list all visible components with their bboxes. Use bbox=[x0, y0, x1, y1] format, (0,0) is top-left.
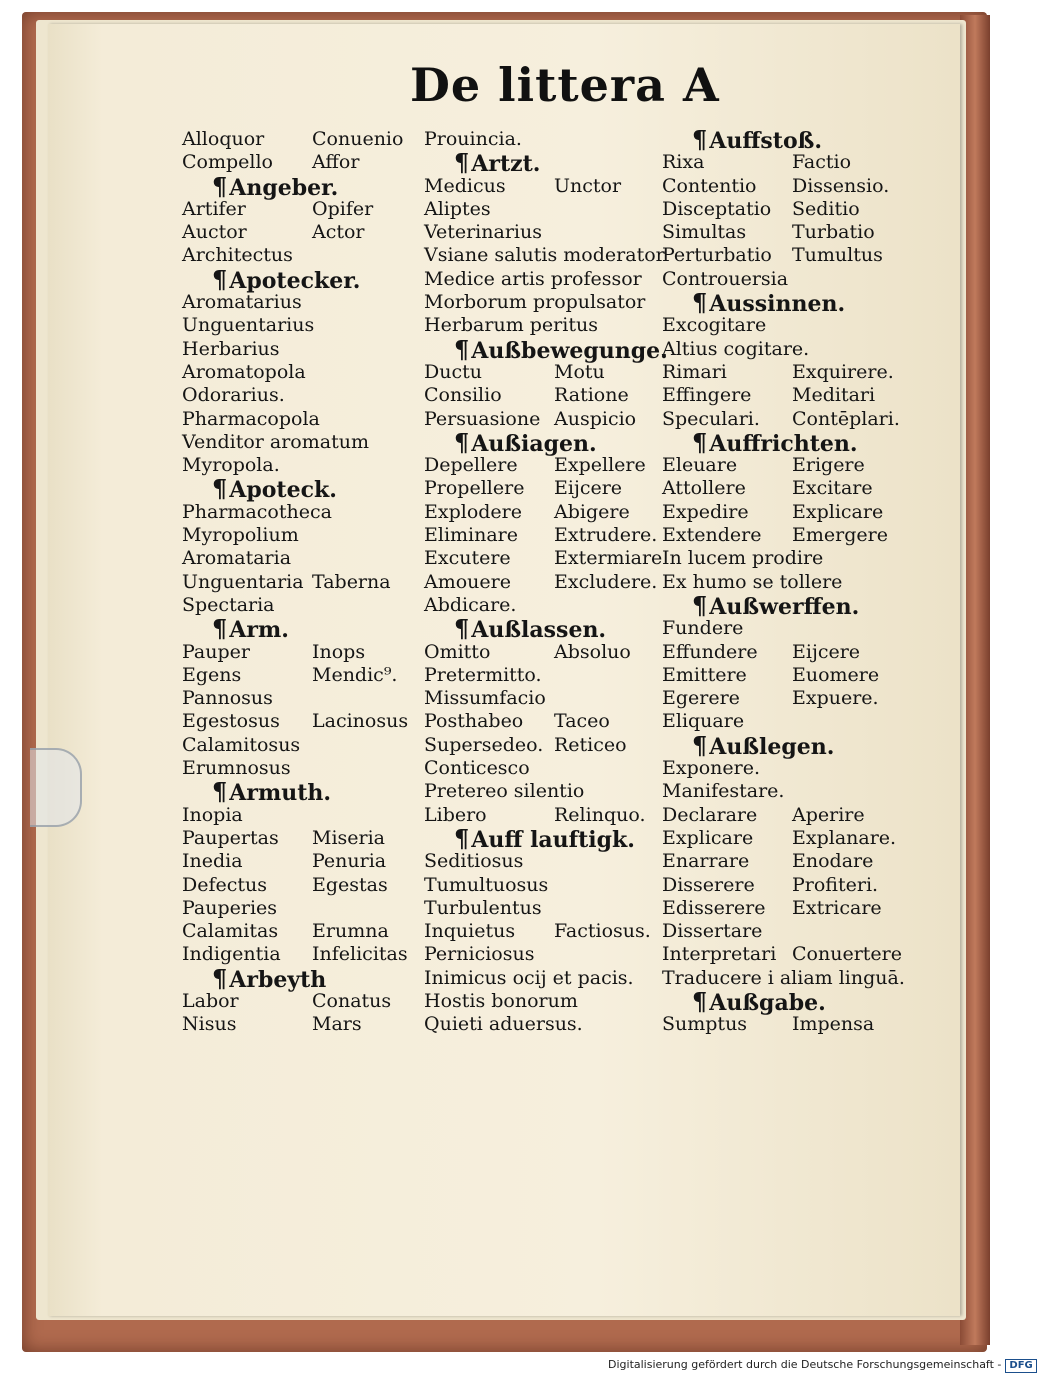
latin-word: Dissertare bbox=[662, 920, 763, 943]
latin-word: Taceo bbox=[554, 710, 610, 733]
paragraph-mark-icon: ¶ bbox=[212, 264, 228, 294]
latin-word: Pannosus bbox=[182, 687, 273, 710]
latin-word: Myropola. bbox=[182, 454, 280, 477]
latin-word: Medice artis professor bbox=[424, 267, 642, 290]
word-pair bbox=[662, 501, 897, 524]
latin-word: Speculari. bbox=[662, 407, 760, 430]
latin-word: Depellere bbox=[424, 454, 518, 477]
latin-word: Hostis bonorum bbox=[424, 989, 578, 1012]
latin-word: Tumultus bbox=[792, 244, 883, 267]
latin-word: Expuere. bbox=[792, 687, 879, 710]
word-pair bbox=[662, 687, 897, 710]
latin-word: Excutere bbox=[424, 547, 511, 570]
word-pair bbox=[182, 571, 412, 594]
paragraph-mark-icon: ¶ bbox=[692, 986, 708, 1016]
word-pair bbox=[424, 454, 659, 477]
word-pair bbox=[424, 641, 659, 664]
paragraph-mark-icon: ¶ bbox=[692, 590, 708, 620]
latin-word: Erigere bbox=[792, 454, 865, 477]
word-pair bbox=[662, 198, 897, 221]
section-heading bbox=[662, 590, 897, 620]
paragraph-mark-icon: ¶ bbox=[692, 427, 708, 457]
section-heading bbox=[662, 125, 897, 154]
latin-word: Unguentaria bbox=[182, 570, 304, 593]
latin-word: Conuertere bbox=[792, 943, 902, 966]
latin-word: Edisserere bbox=[662, 896, 766, 919]
latin-word: Egestas bbox=[312, 873, 388, 896]
page-title: De littera A bbox=[410, 58, 720, 112]
latin-word: Labor bbox=[182, 989, 239, 1012]
latin-word: Abdicare. bbox=[424, 593, 517, 616]
latin-word: Excludere. bbox=[554, 570, 658, 593]
latin-word: Pretermitto. bbox=[424, 663, 542, 686]
latin-word: Enarrare bbox=[662, 850, 750, 873]
latin-word: Manifestare. bbox=[662, 780, 785, 803]
word-pair bbox=[182, 874, 412, 897]
latin-word: Inimicus ocij et pacis. bbox=[424, 966, 634, 989]
paragraph-mark-icon: ¶ bbox=[454, 148, 470, 178]
latin-word: Auspicio bbox=[554, 407, 637, 430]
word-pair bbox=[424, 384, 659, 407]
latin-word: Pauperies bbox=[182, 896, 278, 919]
paragraph-mark-icon: ¶ bbox=[212, 614, 228, 644]
latin-word: Propellere bbox=[424, 477, 525, 500]
word-pair bbox=[662, 361, 897, 384]
latin-word: Extendere bbox=[662, 524, 762, 547]
latin-word: Inops bbox=[312, 640, 366, 663]
word-pair bbox=[662, 221, 897, 244]
latin-word: Egens bbox=[182, 663, 242, 686]
latin-word: Infelicitas bbox=[312, 943, 408, 966]
latin-word: Aromatarius bbox=[182, 291, 302, 314]
latin-word: Effingere bbox=[662, 384, 752, 407]
latin-word: Unctor bbox=[554, 174, 622, 197]
latin-word: Libero bbox=[424, 803, 487, 826]
latin-word: Inopia bbox=[182, 803, 243, 826]
latin-word: Perniciosus bbox=[424, 943, 535, 966]
column-3 bbox=[662, 125, 905, 1037]
latin-word: Amouere bbox=[424, 570, 511, 593]
latin-word: Conatus bbox=[312, 989, 392, 1012]
paragraph-mark-icon: ¶ bbox=[692, 730, 708, 760]
latin-word: Affor bbox=[312, 151, 360, 174]
latin-word: Aliptes bbox=[424, 197, 491, 220]
paragraph-mark-icon: ¶ bbox=[454, 427, 470, 457]
latin-word: Contēplari. bbox=[792, 407, 900, 430]
latin-word: Controuersia bbox=[662, 267, 789, 290]
section-heading bbox=[182, 171, 412, 201]
latin-word: Posthabeo bbox=[424, 710, 524, 733]
latin-word: Aromatopola bbox=[182, 360, 306, 383]
latin-word: Eijcere bbox=[554, 477, 623, 500]
latin-word: Seditiosus bbox=[424, 850, 524, 873]
latin-word: Supersedeo. bbox=[424, 733, 544, 756]
latin-word: Conticesco bbox=[424, 757, 530, 780]
latin-word: Herbarius bbox=[182, 337, 280, 360]
latin-word: Attollere bbox=[662, 477, 746, 500]
latin-word: Paupertas bbox=[182, 826, 279, 849]
section-heading bbox=[424, 614, 659, 644]
heading-text: Auffstoß. bbox=[709, 128, 822, 154]
latin-word: Exquirere. bbox=[792, 360, 894, 383]
latin-word: In lucem prodire bbox=[662, 547, 824, 570]
word-pair bbox=[662, 641, 897, 664]
latin-word: Veterinarius bbox=[424, 221, 542, 244]
latin-word: Dissensio. bbox=[792, 174, 890, 197]
heading-text: Auffrichten. bbox=[709, 430, 858, 457]
word-pair bbox=[182, 221, 412, 244]
latin-word: Myropolium bbox=[182, 524, 299, 547]
heading-text: Angeber. bbox=[229, 174, 339, 201]
heading-text: Auff lauftigk. bbox=[471, 826, 635, 853]
latin-word: Calamitas bbox=[182, 920, 279, 943]
word-pair bbox=[662, 524, 897, 547]
heading-text: Armuth. bbox=[229, 780, 332, 807]
word-pair bbox=[662, 384, 897, 407]
word-pair bbox=[662, 151, 897, 174]
latin-word: Eliquare bbox=[662, 710, 745, 733]
latin-word: Artifer bbox=[182, 197, 246, 220]
latin-word: Factio bbox=[792, 151, 852, 174]
latin-word: Architectus bbox=[182, 244, 293, 267]
latin-word: Traducere i aliam linguā. bbox=[662, 966, 905, 989]
latin-word: Simultas bbox=[662, 221, 747, 244]
heading-text: Aussinnen. bbox=[709, 291, 846, 318]
word-pair bbox=[662, 454, 897, 477]
latin-word: Contentio bbox=[662, 174, 757, 197]
heading-text: Artzt. bbox=[471, 151, 541, 178]
latin-word: Reticeo bbox=[554, 733, 627, 756]
word-pair bbox=[182, 198, 412, 221]
latin-word: Excitare bbox=[792, 477, 873, 500]
latin-word: Tumultuosus bbox=[424, 873, 549, 896]
word-pair bbox=[662, 874, 897, 897]
latin-word: Emergere bbox=[792, 524, 888, 547]
latin-word: Unguentarius bbox=[182, 314, 315, 337]
latin-word: Mars bbox=[312, 1013, 362, 1036]
latin-word: Penuria bbox=[312, 850, 387, 873]
latin-word: Turbulentus bbox=[424, 896, 542, 919]
digitization-credit bbox=[608, 1358, 1037, 1373]
latin-word: Ex humo se tollere bbox=[662, 570, 843, 593]
latin-word: Aperire bbox=[792, 803, 865, 826]
word-pair bbox=[182, 1013, 412, 1036]
latin-word: Emittere bbox=[662, 663, 747, 686]
word-pair bbox=[182, 128, 412, 151]
word-pair bbox=[182, 990, 412, 1013]
latin-word: Missumfacio bbox=[424, 687, 546, 710]
word-pair bbox=[182, 850, 412, 873]
paragraph-mark-icon: ¶ bbox=[212, 474, 228, 504]
word-pair bbox=[424, 920, 659, 943]
latin-word: Venditor aromatum bbox=[182, 430, 369, 453]
latin-word: Erumnosus bbox=[182, 757, 291, 780]
latin-word: Pauper bbox=[182, 640, 250, 663]
latin-word: Mendic⁹. bbox=[312, 663, 398, 686]
latin-word: Enodare bbox=[792, 850, 874, 873]
latin-word: Nisus bbox=[182, 1013, 237, 1036]
latin-word: Quieti aduersus. bbox=[424, 1013, 583, 1036]
word-pair bbox=[662, 827, 897, 850]
latin-word: Lacinosus bbox=[312, 710, 409, 733]
column-1 bbox=[182, 128, 412, 1037]
latin-word: Profiteri. bbox=[792, 873, 879, 896]
word-pair bbox=[424, 477, 659, 500]
paragraph-mark-icon: ¶ bbox=[212, 963, 228, 993]
latin-word: Medicus bbox=[424, 174, 506, 197]
latin-word: Interpretari bbox=[662, 943, 777, 966]
latin-word: Prouincia. bbox=[424, 128, 522, 150]
latin-word: Erumna bbox=[312, 920, 389, 943]
latin-word: Impensa bbox=[792, 1013, 875, 1036]
latin-word: Vsiane salutis moderator bbox=[424, 244, 665, 267]
latin-word: Compello bbox=[182, 151, 273, 174]
latin-word: Egestosus bbox=[182, 710, 280, 733]
latin-word: Miseria bbox=[312, 826, 386, 849]
word-pair bbox=[662, 943, 902, 966]
word-pair bbox=[424, 501, 659, 524]
heading-text: Apoteck. bbox=[229, 477, 337, 504]
latin-word: Pharmacopola bbox=[182, 407, 320, 430]
latin-word: Disceptatio bbox=[662, 197, 772, 220]
section-heading bbox=[182, 777, 412, 807]
latin-word: Extermiare bbox=[554, 547, 663, 570]
section-heading bbox=[662, 730, 897, 760]
word-pair bbox=[424, 710, 659, 733]
heading-text: Außiagen. bbox=[471, 430, 597, 457]
latin-word: Defectus bbox=[182, 873, 268, 896]
latin-word: Explicare bbox=[792, 500, 884, 523]
latin-word: Ratione bbox=[554, 384, 629, 407]
latin-word: Herbarum peritus bbox=[424, 314, 598, 337]
latin-word: Extricare bbox=[792, 896, 882, 919]
paragraph-mark-icon: ¶ bbox=[692, 125, 708, 154]
heading-text: Apotecker. bbox=[229, 267, 361, 294]
latin-word: Sumptus bbox=[662, 1013, 748, 1036]
word-pair bbox=[424, 571, 659, 594]
word-pair bbox=[424, 524, 659, 547]
paragraph-mark-icon: ¶ bbox=[212, 777, 228, 807]
latin-word: Explicare bbox=[662, 826, 754, 849]
latin-word: Spectaria bbox=[182, 593, 275, 616]
dfg-logo: DFG bbox=[1005, 1359, 1036, 1373]
section-heading bbox=[182, 614, 412, 644]
latin-word: Turbatio bbox=[792, 221, 875, 244]
word-pair bbox=[182, 827, 412, 850]
paragraph-mark-icon: ¶ bbox=[212, 171, 228, 201]
section-heading bbox=[424, 427, 659, 457]
latin-word: Excogitare bbox=[662, 314, 767, 337]
latin-word: Expedire bbox=[662, 500, 749, 523]
heading-text: Außlassen. bbox=[471, 617, 607, 644]
latin-word: Eleuare bbox=[662, 454, 738, 477]
latin-word: Pharmacotheca bbox=[182, 500, 332, 523]
heading-text: Außwerffen. bbox=[709, 593, 860, 620]
paragraph-mark-icon: ¶ bbox=[454, 823, 470, 853]
word-pair bbox=[424, 734, 659, 757]
word-pair bbox=[662, 244, 897, 267]
section-heading bbox=[662, 986, 897, 1016]
latin-word: Altius cogitare. bbox=[662, 337, 810, 360]
latin-word: Persuasione bbox=[424, 407, 541, 430]
latin-word: Factiosus. bbox=[554, 920, 651, 943]
section-heading bbox=[662, 427, 897, 457]
heading-text: Arm. bbox=[229, 617, 289, 644]
latin-word: Ductu bbox=[424, 360, 482, 383]
latin-word: Seditio bbox=[792, 197, 860, 220]
latin-word: Rimari bbox=[662, 360, 727, 383]
latin-word: Consilio bbox=[424, 384, 502, 407]
latin-word: Odorarius. bbox=[182, 384, 285, 407]
section-heading bbox=[424, 823, 659, 853]
word-pair bbox=[662, 1013, 897, 1036]
section-heading bbox=[424, 334, 668, 364]
latin-word: Eijcere bbox=[792, 640, 861, 663]
latin-word: Explodere bbox=[424, 500, 522, 523]
paper-clip bbox=[30, 748, 82, 827]
latin-word: Motu bbox=[554, 360, 605, 383]
word-pair bbox=[424, 175, 659, 198]
word-pair bbox=[662, 804, 897, 827]
latin-word: Pretereo silentio bbox=[424, 780, 585, 803]
latin-word: Conuenio bbox=[312, 128, 404, 150]
word-pair bbox=[182, 641, 412, 664]
word-pair bbox=[662, 664, 897, 687]
heading-text: Arbeyth bbox=[229, 966, 327, 993]
latin-word: Egerere bbox=[662, 687, 740, 710]
latin-word: Actor bbox=[312, 221, 365, 244]
latin-word: Declarare bbox=[662, 803, 758, 826]
heading-text: Außlegen. bbox=[709, 733, 835, 760]
latin-word: Taberna bbox=[312, 570, 391, 593]
section-heading bbox=[182, 264, 412, 294]
word-pair bbox=[662, 897, 897, 920]
latin-word: Aromataria bbox=[182, 547, 292, 570]
latin-word: Auctor bbox=[182, 221, 247, 244]
heading-text: Außgabe. bbox=[709, 989, 826, 1016]
latin-word: Morborum propulsator bbox=[424, 291, 646, 314]
latin-word: Inedia bbox=[182, 850, 243, 873]
latin-word: Alloquor bbox=[182, 128, 265, 150]
latin-word: Effundere bbox=[662, 640, 758, 663]
latin-word: Perturbatio bbox=[662, 244, 772, 267]
word-pair bbox=[424, 361, 659, 384]
latin-word: Absoluo bbox=[554, 640, 631, 663]
section-heading bbox=[662, 288, 897, 318]
latin-word: Euomere bbox=[792, 663, 880, 686]
latin-word: Explanare. bbox=[792, 826, 897, 849]
latin-word: Opifer bbox=[312, 197, 374, 220]
section-heading bbox=[182, 474, 412, 504]
word-pair bbox=[182, 710, 412, 733]
latin-word: Inquietus bbox=[424, 920, 516, 943]
paragraph-mark-icon: ¶ bbox=[454, 614, 470, 644]
heading-text: Außbewegunge. bbox=[471, 337, 668, 364]
footer-text: Digitalisierung gefördert durch die Deutsche Forschungsgemeinschaft - bbox=[608, 1358, 1002, 1371]
latin-word: Eliminare bbox=[424, 524, 519, 547]
word-pair bbox=[662, 850, 897, 873]
paragraph-mark-icon: ¶ bbox=[692, 288, 708, 318]
latin-word: Indigentia bbox=[182, 943, 281, 966]
word-pair bbox=[662, 477, 897, 500]
paragraph-mark-icon: ¶ bbox=[454, 334, 470, 364]
word-pair bbox=[424, 547, 663, 570]
latin-word: Expellere bbox=[554, 454, 646, 477]
section-heading bbox=[182, 963, 412, 993]
latin-word: Relinquo. bbox=[554, 803, 646, 826]
latin-word: Extrudere. bbox=[554, 524, 658, 547]
latin-word: Meditari bbox=[792, 384, 876, 407]
latin-word: Calamitosus bbox=[182, 733, 301, 756]
word-pair bbox=[182, 664, 412, 687]
word-pair bbox=[182, 920, 412, 943]
latin-word: Rixa bbox=[662, 151, 705, 174]
section-heading bbox=[424, 148, 659, 178]
latin-word: Abigere bbox=[554, 500, 630, 523]
latin-word: Disserere bbox=[662, 873, 755, 896]
latin-word: Exponere. bbox=[662, 757, 761, 780]
latin-word: Omitto bbox=[424, 640, 491, 663]
column-2 bbox=[424, 128, 668, 1037]
latin-word: Fundere bbox=[662, 617, 744, 640]
word-pair bbox=[662, 175, 897, 198]
